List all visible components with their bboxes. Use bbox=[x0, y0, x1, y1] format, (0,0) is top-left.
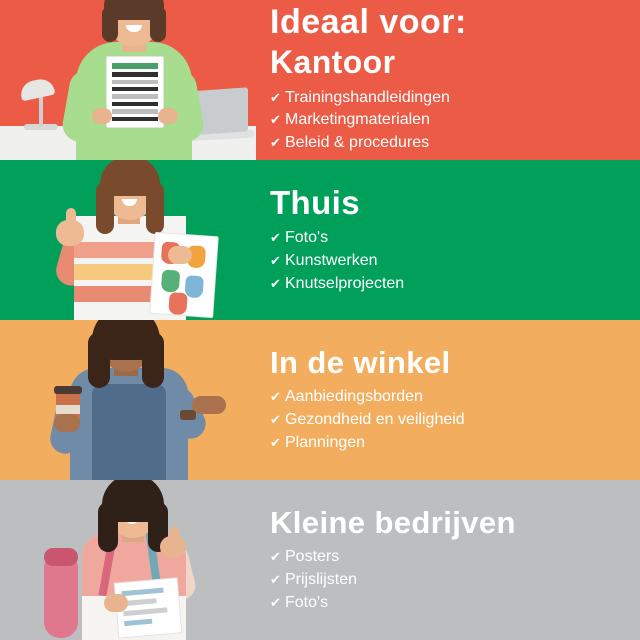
list-item-label: Foto's bbox=[285, 593, 329, 611]
list-item-label: Beleid & procedures bbox=[285, 133, 430, 151]
section-title-store: In de winkel bbox=[270, 344, 451, 380]
list-item bbox=[270, 250, 622, 273]
list-item bbox=[270, 87, 622, 110]
section-small-business bbox=[0, 480, 640, 640]
pointing-hand-icon bbox=[192, 396, 226, 414]
home-photo bbox=[0, 160, 256, 320]
business-woman-hair bbox=[102, 480, 164, 522]
handprint-icon bbox=[184, 275, 203, 298]
list-item bbox=[270, 109, 622, 132]
check-icon: ✔ bbox=[270, 134, 281, 150]
check-icon: ✔ bbox=[270, 434, 281, 450]
coffee-cup-sleeve bbox=[56, 405, 80, 414]
store-photo bbox=[0, 320, 256, 480]
coffee-cup-lid bbox=[54, 386, 82, 394]
handprint-icon bbox=[161, 269, 180, 292]
office-woman-right-hand bbox=[158, 108, 178, 124]
check-icon: ✔ bbox=[270, 230, 281, 246]
list-item-label: Marketingmaterialen bbox=[285, 111, 430, 129]
girl-right-hand bbox=[168, 246, 192, 264]
section-title-small-business: Kleine bedrijven bbox=[270, 504, 516, 540]
check-icon: ✔ bbox=[270, 89, 281, 105]
small-business-bullet-list bbox=[270, 546, 622, 614]
home-content bbox=[256, 160, 640, 320]
section-title-office: Kantoor bbox=[270, 43, 396, 80]
list-item-label: Posters bbox=[285, 548, 340, 566]
check-icon: ✔ bbox=[270, 112, 281, 128]
yoga-mat-top bbox=[44, 548, 78, 566]
section-home bbox=[0, 160, 640, 320]
handprint-icon bbox=[168, 292, 187, 315]
check-icon: ✔ bbox=[270, 549, 281, 565]
denim-apron bbox=[92, 384, 166, 480]
check-icon: ✔ bbox=[270, 594, 281, 610]
list-item bbox=[270, 432, 622, 455]
list-item bbox=[270, 386, 622, 409]
girl-hair bbox=[100, 160, 160, 196]
list-item bbox=[270, 227, 622, 250]
office-woman-left-hand bbox=[92, 108, 112, 124]
thumb-icon bbox=[170, 526, 179, 542]
list-item-label: Foto's bbox=[285, 229, 329, 247]
list-item-label: Planningen bbox=[285, 433, 366, 451]
list-item-label: Gezondheid en veiligheid bbox=[285, 410, 465, 428]
office-content bbox=[256, 0, 640, 160]
list-item bbox=[270, 273, 622, 296]
list-item bbox=[270, 546, 622, 569]
check-icon: ✔ bbox=[270, 389, 281, 405]
office-bullet-list bbox=[270, 87, 622, 155]
store-bullet-list bbox=[270, 386, 622, 454]
small-business-photo bbox=[0, 480, 256, 640]
store-woman-hair bbox=[92, 320, 160, 360]
list-item-label: Aanbiedingsborden bbox=[285, 388, 423, 406]
office-woman-hair bbox=[104, 0, 164, 20]
section-office bbox=[0, 0, 640, 160]
business-woman-left-hand bbox=[104, 594, 128, 612]
list-item-label: Prijslijsten bbox=[285, 570, 358, 588]
store-woman-left-hand bbox=[54, 414, 80, 432]
section-title-home: Thuis bbox=[270, 183, 360, 221]
home-bullet-list bbox=[270, 227, 622, 295]
list-item-label: Kunstwerken bbox=[285, 251, 378, 269]
list-item bbox=[270, 409, 622, 432]
list-item bbox=[270, 569, 622, 592]
check-icon: ✔ bbox=[270, 275, 281, 291]
check-icon: ✔ bbox=[270, 571, 281, 587]
check-icon: ✔ bbox=[270, 252, 281, 268]
handprint-artwork bbox=[149, 232, 219, 318]
section-store bbox=[0, 320, 640, 480]
small-business-content bbox=[256, 480, 640, 640]
list-item-label: Trainingshandleidingen bbox=[285, 88, 450, 106]
printed-document bbox=[106, 56, 164, 128]
wristwatch-icon bbox=[180, 410, 196, 420]
list-item bbox=[270, 592, 622, 615]
list-item bbox=[270, 132, 622, 155]
check-icon: ✔ bbox=[270, 411, 281, 427]
thumb-icon bbox=[66, 208, 76, 226]
list-item-label: Knutselprojecten bbox=[285, 274, 405, 292]
office-photo bbox=[0, 0, 256, 160]
store-content bbox=[256, 320, 640, 480]
poster-headline: Ideaal voor: bbox=[270, 3, 467, 42]
